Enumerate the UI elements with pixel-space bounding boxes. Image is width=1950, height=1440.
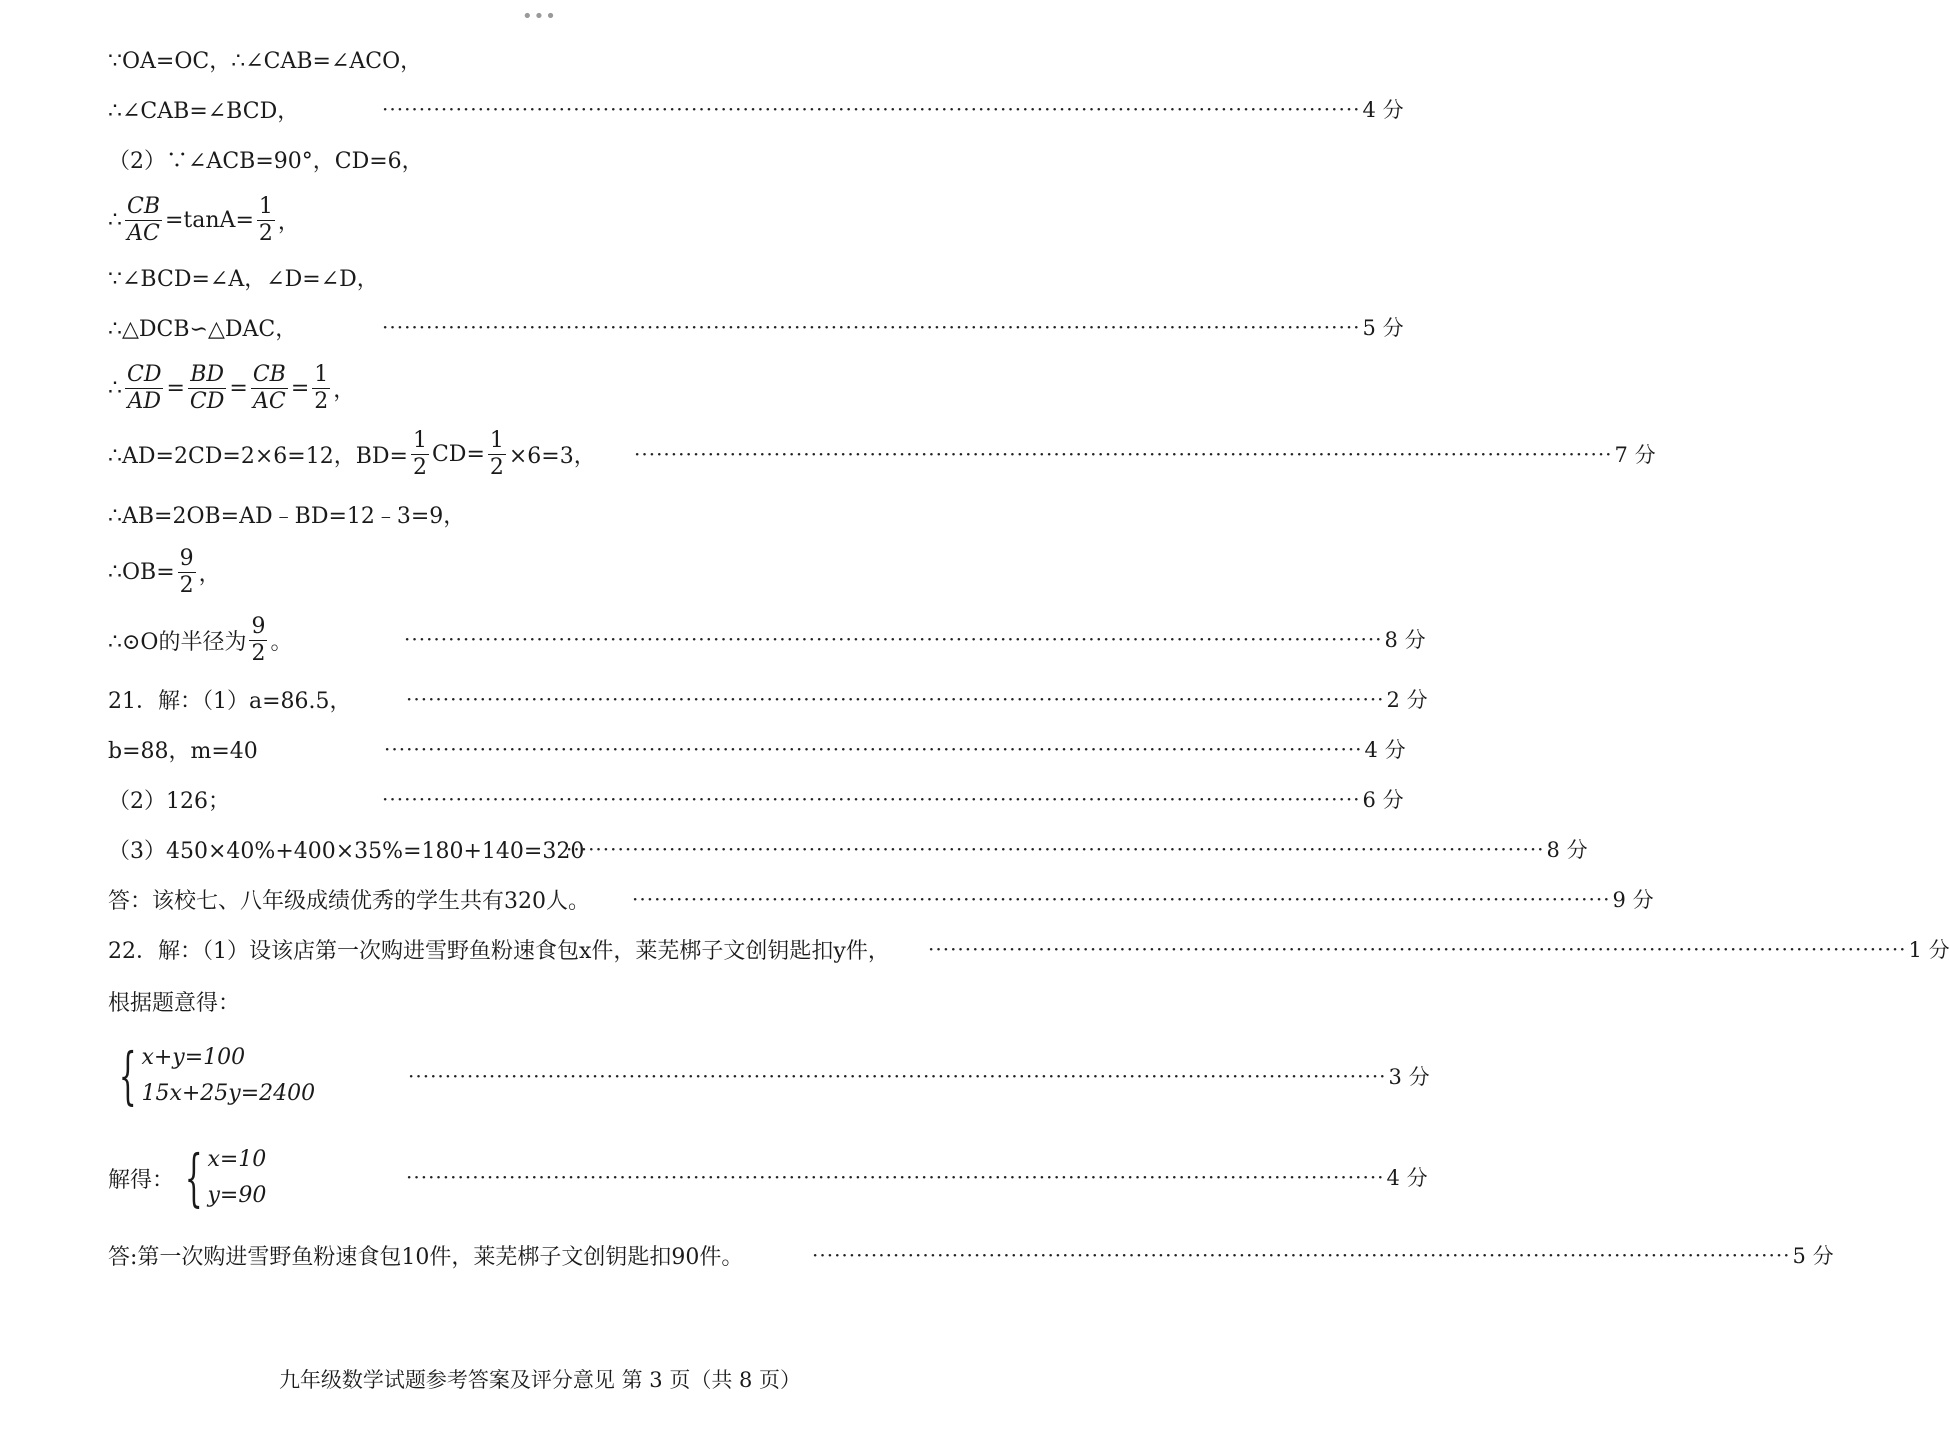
therefore-symbol: ∴ — [108, 375, 122, 401]
page-footer: 九年级数学试题参考答案及评分意见 第 3 页（共 8 页） — [278, 1368, 802, 1392]
score-leader — [382, 784, 1404, 814]
line-text: （2）126； — [108, 788, 230, 814]
score-label: 9 分 — [1612, 888, 1654, 912]
equation-2: 15x+25y=2400 — [141, 1081, 316, 1106]
equals-sign: = — [166, 375, 185, 401]
therefore-symbol: ∴ — [108, 207, 122, 233]
dot-leader: ····································································································································· — [634, 442, 1613, 466]
line-text: （2）∵∠ACB=90°，CD=6， — [108, 148, 424, 174]
left-brace-icon: { — [118, 1039, 137, 1112]
score-label: 1 分 — [1908, 938, 1950, 962]
equals-sign: = — [229, 375, 248, 401]
denominator: 2 — [179, 572, 194, 598]
score-leader — [406, 684, 1428, 714]
line-text: 21．解：（1）a=86.5， — [108, 688, 352, 714]
fraction-one-half — [257, 195, 275, 244]
dot-leader: ····································································································································· — [408, 1064, 1387, 1088]
line-q22-setup — [108, 934, 1010, 964]
denominator: AC — [127, 220, 160, 246]
score-leader — [632, 884, 1654, 914]
numerator: 1 — [412, 428, 427, 454]
numerator: CB — [252, 362, 286, 388]
fraction-one-half — [488, 429, 506, 478]
line-text: 答：该校七、八年级成绩优秀的学生共有320人。 — [108, 888, 590, 914]
denominator: 2 — [258, 220, 273, 246]
line-text: ∴OB= — [108, 559, 175, 585]
score-label: 5 分 — [1362, 316, 1404, 340]
dot-leader: ····································································································································· — [382, 315, 1361, 339]
line-ob — [108, 542, 1010, 602]
line-angle-equal — [108, 262, 1010, 292]
line-text: ， — [198, 561, 221, 587]
line-text: ， — [333, 377, 356, 403]
dot-leader: ····································································································································· — [812, 1243, 1791, 1267]
line-text: 答:第一次购进雪野鱼粉速食包10件，莱芜梆子文创钥匙扣90件。 — [108, 1244, 744, 1270]
score-label: 8 分 — [1384, 628, 1426, 652]
dot-leader: ····································································································································· — [404, 627, 1383, 651]
line-text: ∵OA=OC，∴∠CAB=∠ACO， — [108, 48, 423, 74]
denominator: 2 — [251, 640, 266, 666]
line-according — [108, 986, 1010, 1016]
line-text: 。 — [270, 629, 293, 655]
score-label: 6 分 — [1362, 788, 1404, 812]
dot-leader: ····································································································································· — [406, 1165, 1385, 1189]
score-leader — [406, 1162, 1428, 1192]
fraction-one-half — [411, 429, 429, 478]
score-leader — [382, 94, 1404, 124]
line-text: ∵∠BCD=∠A，∠D=∠D， — [108, 266, 379, 292]
numerator: 1 — [314, 362, 329, 388]
score-leader — [384, 734, 1406, 764]
score-leader — [928, 934, 1950, 964]
line-tan-ratio — [108, 190, 1010, 250]
numerator: 1 — [258, 194, 273, 220]
line-text: ∴∠CAB=∠BCD， — [108, 98, 300, 124]
fraction-cb-ac — [251, 363, 288, 412]
line-part2-given — [108, 144, 1010, 174]
dot-leader: ····································································································································· — [928, 937, 1907, 961]
fraction-nine-half — [178, 547, 196, 596]
score-label: 4 分 — [1362, 98, 1404, 122]
dot-leader: ····································································································································· — [382, 787, 1361, 811]
denominator: AC — [252, 388, 286, 414]
system-of-equations — [108, 1040, 315, 1112]
fraction-one-half — [312, 363, 330, 412]
solution-y: y=90 — [207, 1183, 267, 1208]
line-text: =tanA= — [165, 207, 254, 233]
dot-leader: ····································································································································· — [382, 97, 1361, 121]
score-label: 2 分 — [1386, 688, 1428, 712]
numerator: CD — [127, 362, 162, 388]
fraction-bd-cd — [188, 363, 226, 412]
numerator: CB — [127, 194, 160, 220]
denominator: 2 — [412, 454, 427, 480]
score-label: 3 分 — [1388, 1065, 1430, 1089]
numerator: 9 — [179, 546, 194, 572]
dot-leader: ····································································································································· — [406, 687, 1385, 711]
line-text: ∴⊙O的半径为 — [108, 629, 247, 655]
score-leader — [404, 624, 1426, 654]
score-label: 4 分 — [1386, 1166, 1428, 1190]
score-label: 8 分 — [1546, 838, 1588, 862]
denominator: CD — [189, 388, 225, 414]
score-leader — [634, 439, 1656, 469]
fraction-cb-ac — [125, 195, 162, 244]
denominator: AD — [127, 388, 161, 414]
line-text: b=88，m=40 — [108, 738, 258, 764]
line-text: CD= — [431, 441, 485, 467]
numerator: 9 — [251, 614, 266, 640]
numerator: BD — [190, 362, 225, 388]
score-leader — [382, 312, 1404, 342]
line-ratio-chain — [108, 358, 1010, 418]
left-brace-icon: { — [184, 1141, 203, 1214]
line-text: （3）450×40%+400×35%=180+140=320 — [108, 838, 585, 864]
score-leader — [566, 834, 1588, 864]
line-text: ∴AD=2CD=2×6=12，BD= — [108, 443, 408, 469]
dot-leader: ····································································································································· — [566, 837, 1545, 861]
fraction-nine-half — [249, 615, 267, 664]
line-text: ∴△DCB∽△DAC， — [108, 316, 298, 342]
line-text: 22．解：（1）设该店第一次购进雪野鱼粉速食包x件，莱芜梆子文创钥匙扣y件， — [108, 938, 890, 964]
equals-sign: = — [290, 375, 310, 401]
score-leader — [408, 1061, 1430, 1091]
equation-1: x+y=100 — [141, 1045, 246, 1070]
solution-x: x=10 — [207, 1147, 267, 1172]
solution-label: 解得： — [108, 1167, 175, 1193]
numerator: 1 — [489, 428, 504, 454]
system-solution — [174, 1142, 266, 1214]
dot-leader: ····································································································································· — [632, 887, 1611, 911]
line-text: ， — [277, 209, 300, 235]
denominator: 2 — [489, 454, 504, 480]
score-leader — [812, 1240, 1834, 1270]
line-text: 根据题意得： — [108, 990, 241, 1016]
line-text: ×6=3， — [508, 443, 596, 469]
line-text: ∴AB=2OB=AD﹣BD=12﹣3=9， — [108, 503, 466, 529]
denominator: 2 — [314, 388, 329, 414]
score-label: 4 分 — [1364, 738, 1406, 762]
line-oa-oc — [108, 44, 1010, 74]
score-label: 7 分 — [1614, 443, 1656, 467]
more-menu-icon[interactable]: ••• — [522, 6, 557, 27]
dot-leader: ····································································································································· — [384, 737, 1363, 761]
score-label: 5 分 — [1792, 1244, 1834, 1268]
line-ab — [108, 499, 1010, 529]
fraction-cd-ad — [125, 363, 163, 412]
